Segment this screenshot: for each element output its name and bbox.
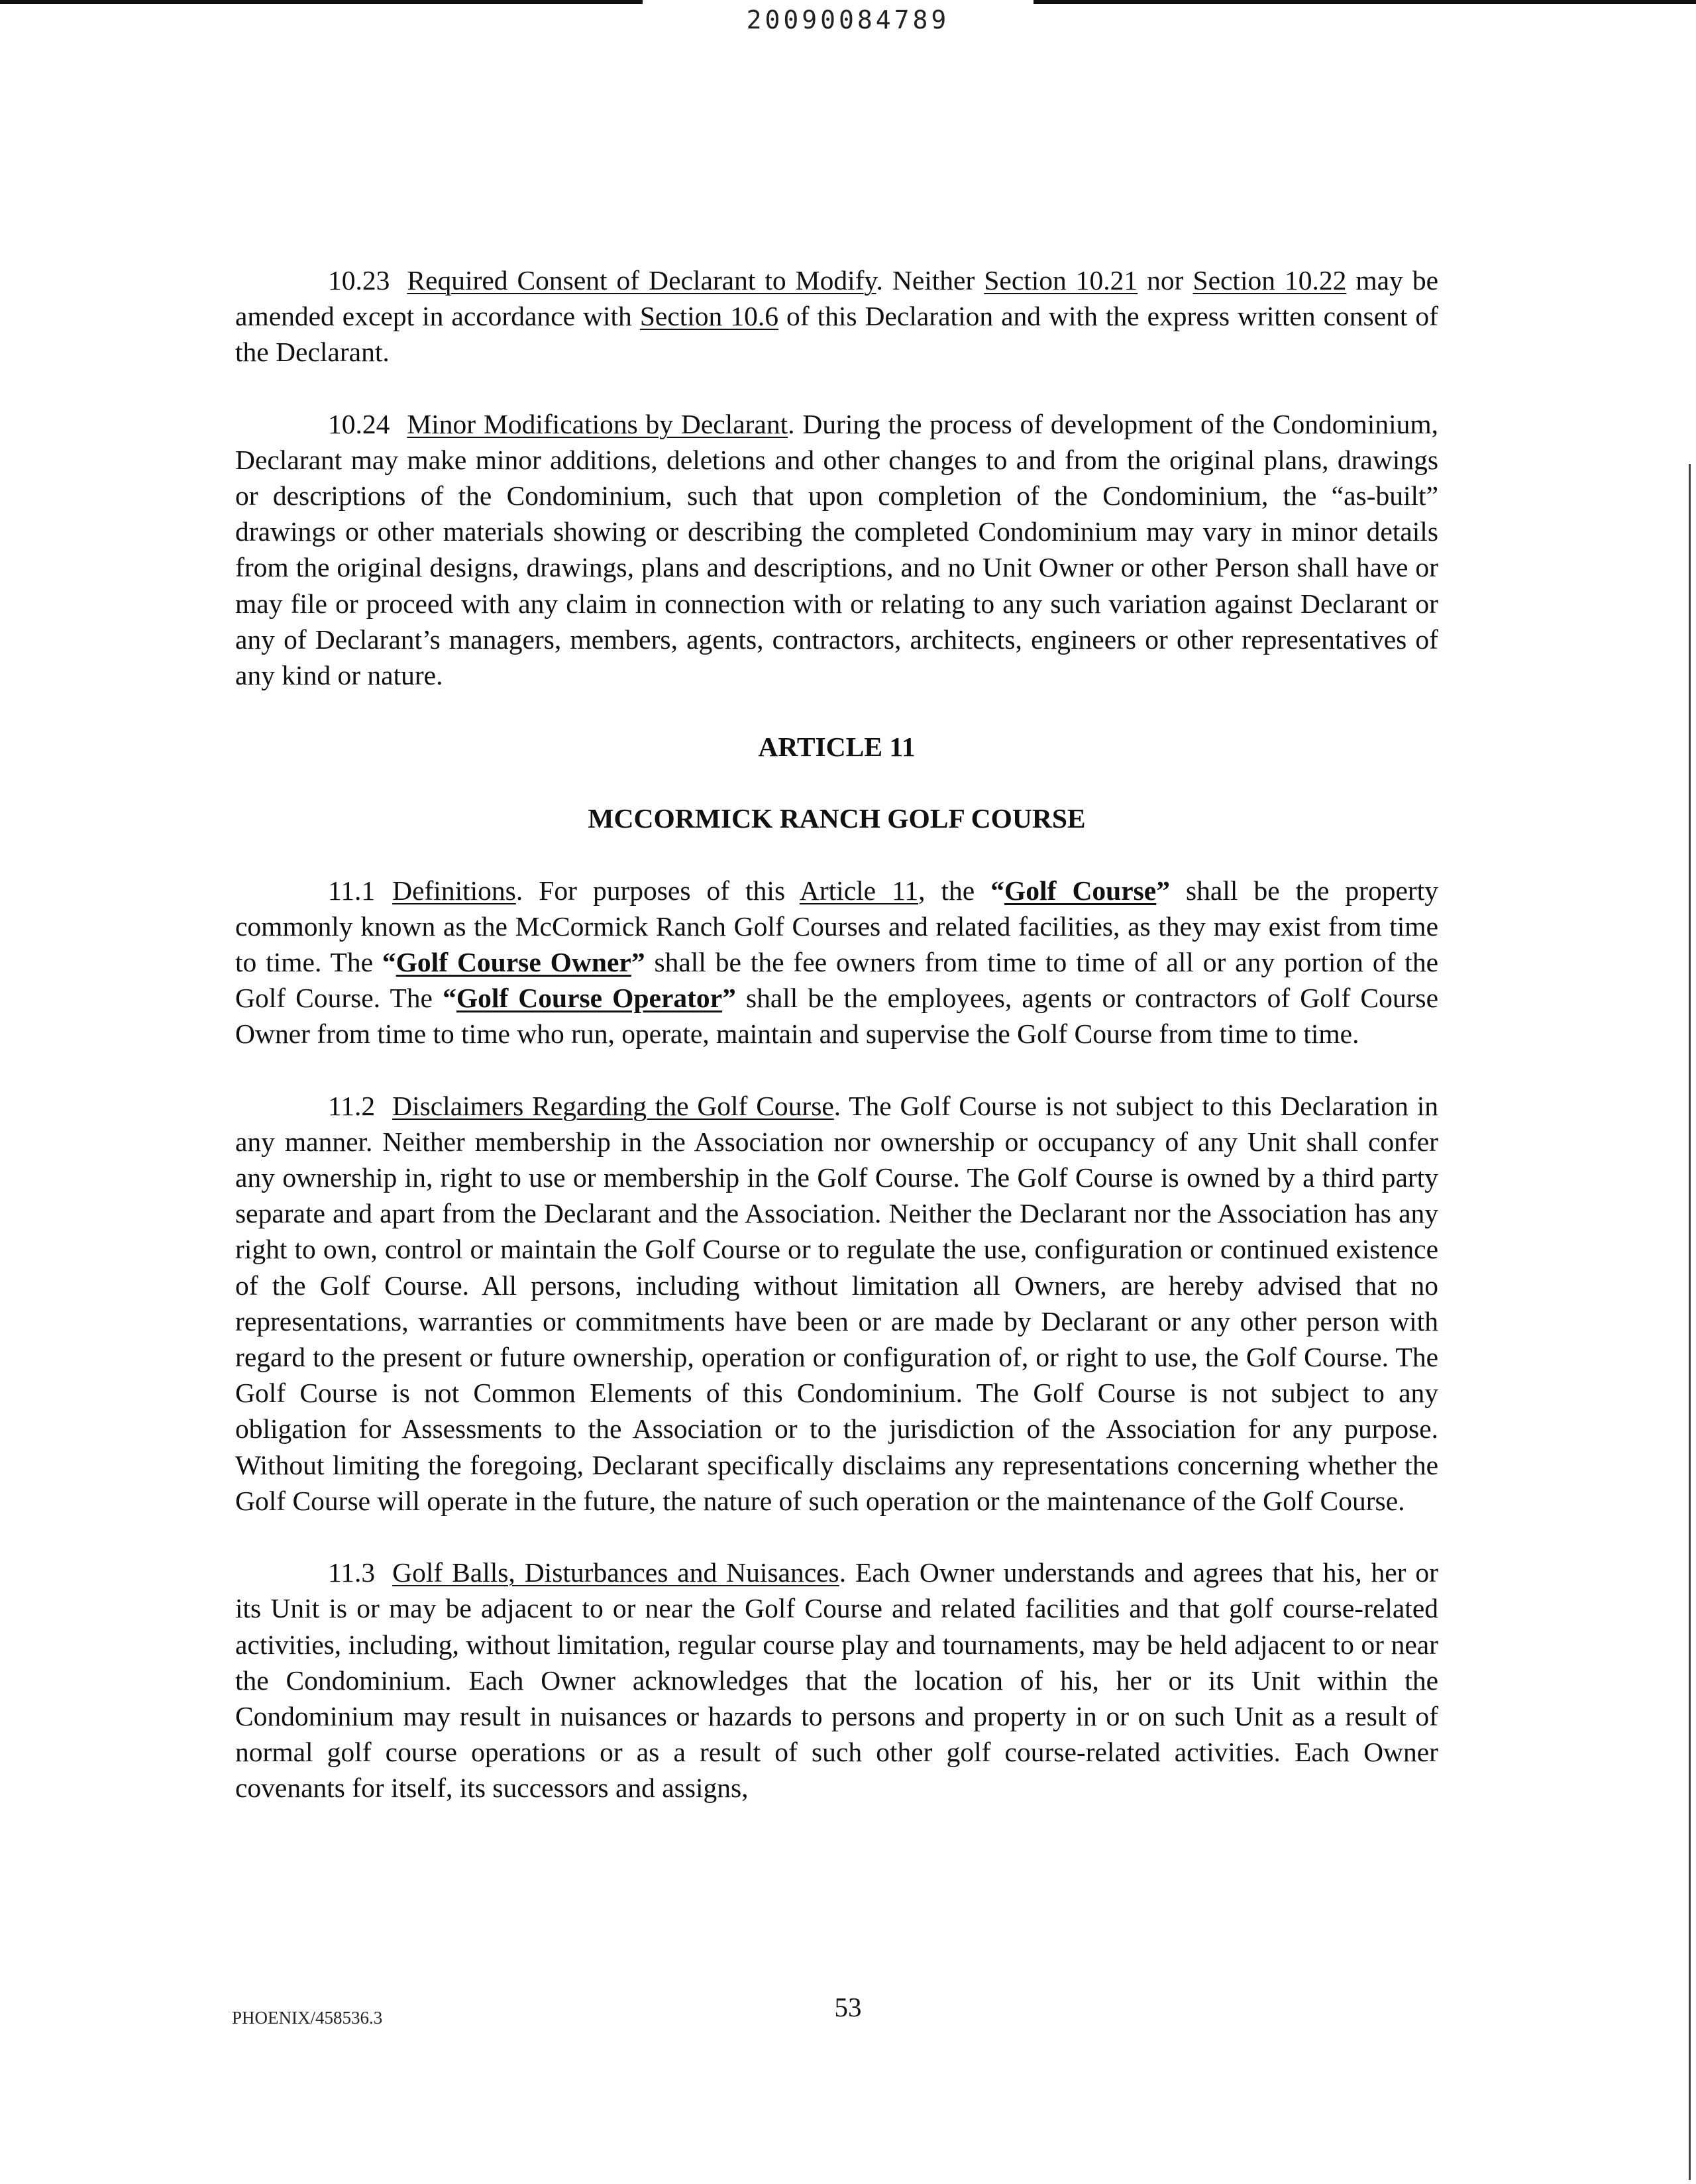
section-text: of this Declaration and with the express written consent of the Declarant.	[235, 301, 1438, 368]
section-text: nor	[1138, 265, 1193, 296]
section-reference: Section 10.6	[639, 301, 778, 332]
section-11-2	[235, 1088, 1438, 1519]
document-body	[235, 262, 1438, 1842]
section-reference: Section 10.21	[984, 265, 1138, 296]
section-text: shall be the fee owners from time to time of all or any portion of the Golf Course. The	[235, 947, 1438, 1014]
section-text: . For purposes of this	[515, 875, 800, 906]
section-number: 10.24	[328, 408, 390, 439]
section-11-1	[235, 873, 1438, 1052]
footer-document-id: PHOENIX/458536.3	[232, 2008, 383, 2028]
quote-open: “	[382, 947, 396, 978]
section-text: . Neither	[876, 265, 984, 296]
section-11-3	[235, 1555, 1438, 1806]
section-text: shall be the property commonly known as the McCormick Ranch Golf Courses and related facilities, as they may exist from time to time. The	[235, 875, 1439, 978]
section-text: . Each Owner understands and agrees that his, her or its Unit is or may be adjacent to or near the Golf Course and related facilities and that golf course-related activities, including, without limitation, regular course play and tournaments, may be held adjacent to or near the Condominium. Each Owner acknowledges that the location of his, her or its Unit within the Condominium may result in nuisances or hazards to persons and property in or on such Unit as a result of normal golf course operations or as a result of such other golf course-related activities. Each Owner covenants for itself, its successors and assigns,	[235, 1557, 1438, 1804]
article-title: MCCORMICK RANCH GOLF COURSE	[588, 803, 1086, 834]
section-10-23	[235, 262, 1438, 370]
defined-term-golf-course-owner: Golf Course Owner	[396, 947, 631, 978]
section-number: 11.1	[328, 875, 376, 906]
section-10-24	[235, 406, 1438, 694]
section-text: , the	[918, 875, 991, 906]
recording-number: 20090084789	[746, 5, 950, 34]
quote-close: ”	[722, 983, 736, 1014]
section-text: . During the process of development of the Condominium, Declarant may make minor additions, deletions and other changes to and from the original plans, drawings or descriptions of the Condominium, such that upon completion of the Condominium, the “as-built” drawings or other materials showing or describing the completed Condominium may vary in minor details from the original designs, drawings, plans and descriptions, and no Unit Owner or other Person shall have or may file or proceed with any claim in connection with or relating to any such variation against Declarant or any of Declarant’s managers, members, agents, contractors, architects, engineers or other representatives of any kind or nature.	[235, 408, 1439, 691]
section-title: Required Consent of Declarant to Modify	[407, 265, 876, 296]
section-text: may be amended except in accordance with	[235, 265, 1438, 332]
quote-open: “	[990, 875, 1005, 906]
section-reference: Article 11	[799, 875, 919, 906]
quote-open: “	[443, 983, 456, 1014]
section-number: 11.3	[328, 1557, 376, 1588]
scan-edge-line	[1689, 464, 1691, 2180]
section-text: . The Golf Course is not subject to this Declaration in any manner. Neither membership in the Association nor ownership or occupancy of any Unit shall confer any ownership in, right to use or membership in the Golf Course. The Golf Course is owned by a third party separate and apart from the Declarant and the Association. Neither the Declarant nor the Association has any right to own, control or maintain the Golf Course or to regulate the use, configuration or continued existence of the Golf Course. All persons, including without limitation all Owners, are hereby advised that no representations, warranties or commitments have been or are made by Declarant or any other person with regard to the present or future ownership, operation or configuration of, or right to use, the Golf Course. The Golf Course is not Common Elements of this Condominium. The Golf Course is not subject to any obligation for Assessments to the Association or to the jurisdiction of the Association for any purpose. Without limiting the foregoing, Declarant specifically disclaims any representations concerning whether the Golf Course will operate in the future, the nature of such operation or the maintenance of the Golf Course.	[235, 1090, 1438, 1516]
quote-close: ”	[1156, 875, 1170, 906]
section-title: Definitions	[392, 875, 516, 906]
article-label: ARTICLE 11	[758, 732, 916, 763]
defined-term-golf-course: Golf Course	[1004, 875, 1157, 906]
defined-term-golf-course-operator: Golf Course Operator	[456, 983, 723, 1014]
section-title: Disclaimers Regarding the Golf Course	[392, 1090, 834, 1121]
section-title: Minor Modifications by Declarant	[407, 408, 788, 439]
section-title: Golf Balls, Disturbances and Nuisances	[392, 1557, 839, 1588]
section-number: 10.23	[328, 265, 390, 296]
section-reference: Section 10.22	[1192, 265, 1347, 296]
quote-close: ”	[631, 947, 645, 978]
page-number: 53	[834, 1992, 862, 2022]
top-border-line-left	[0, 0, 643, 4]
section-number: 11.2	[328, 1090, 376, 1121]
section-text: shall be the employees, agents or contractors of Golf Course Owner from time to time who run, operate, maintain and supervise the Golf Course from time to time.	[235, 983, 1438, 1050]
top-border-line-right	[1034, 0, 1696, 4]
